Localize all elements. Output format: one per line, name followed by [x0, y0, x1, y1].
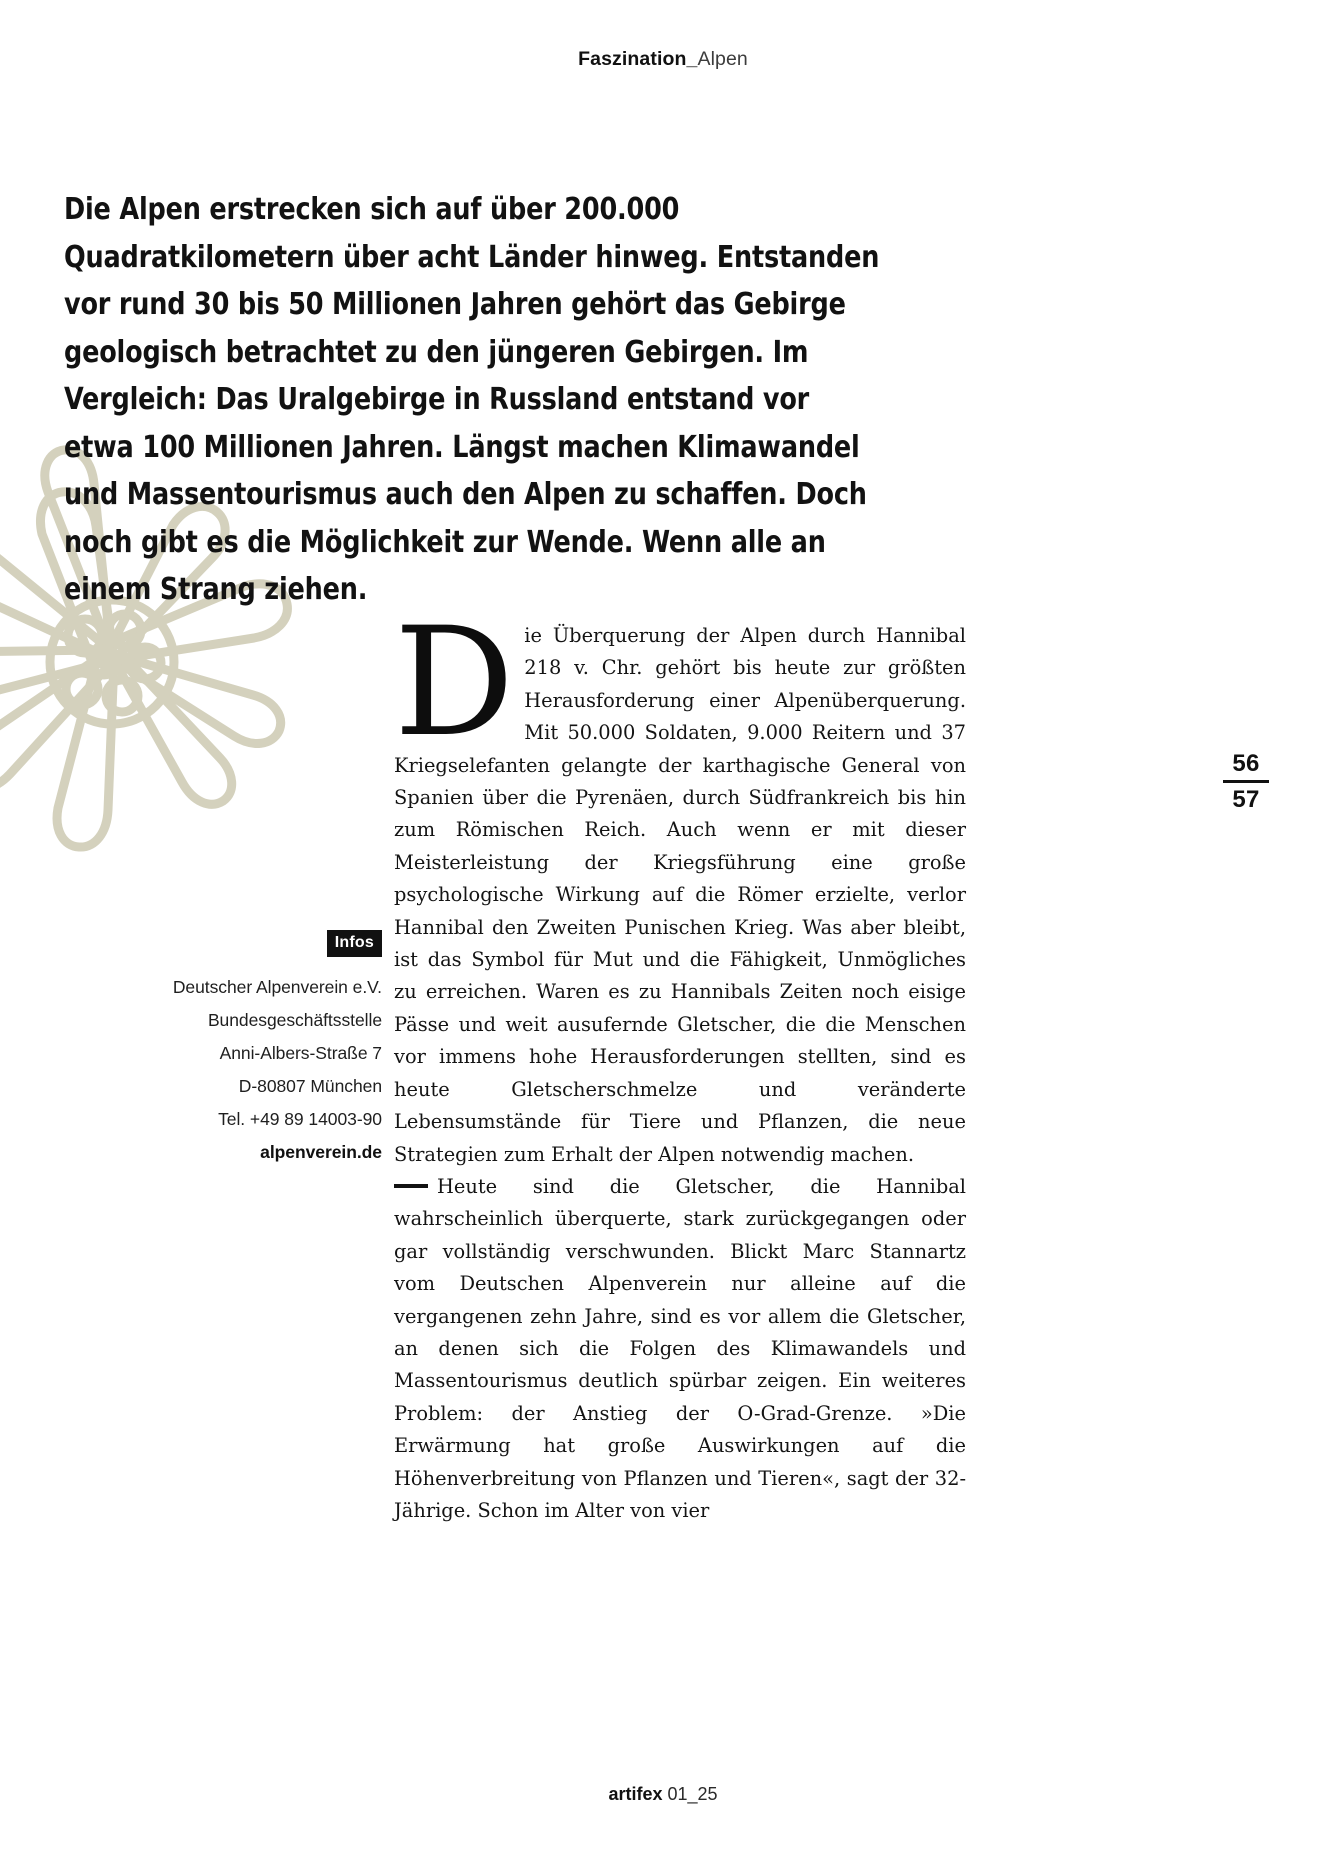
infos-line: Deutscher Alpenverein e.V.	[172, 977, 382, 997]
running-head-subtitle: Alpen	[697, 48, 748, 70]
content-columns	[0, 596, 1326, 1522]
drop-cap: D	[394, 596, 515, 770]
running-head-separator: _	[686, 48, 698, 70]
body-paragraph-1-text: ie Überquerung der Alpen durch Hannibal 218 v. Chr. gehört bis heute zur größten Herausforderung einer Alpenüberquerung. Mit 50.000 Soldaten, 9.000 Reitern und 37 Kriegselefanten gelangte der karthagische General von Spanien über die Pyrenäen, durch Südfrankreich bis hin zum Römischen Reich. Auch wenn er mit dieser Meisterleistung der Kriegsführung eine große psychologische Wirkung auf die Römer erzielte, verlor Hannibal den Zweiten Punischen Krieg. Was aber bleibt, ist das Symbol für Mut und die Fähigkeit, Unmögliches zu erreichen. Waren es zu Hannibals Zeiten noch eisige Pässe und weit ausufernde Gletscher, die die Menschen vor immens hohe Herausforderungen stellten, sind es heute Gletscherschmelze und veränderte Lebensumstände für Tiere und Pflanzen, die neue Strategien zum Erhalt der Alpen notwendig machen.	[394, 624, 966, 1166]
infos-line: Anni-Albers-Straße 7	[219, 1043, 382, 1063]
footer-brand: artifex	[608, 1784, 663, 1804]
body-paragraph-2	[394, 1171, 966, 1527]
article-body	[394, 596, 966, 1527]
footer	[0, 1784, 1326, 1805]
body-paragraph-1	[394, 596, 966, 1171]
infos-line: Tel. +49 89 14003-90	[218, 1109, 382, 1129]
folio	[1223, 750, 1269, 814]
running-head-title: Faszination	[578, 48, 687, 70]
infos-website-link[interactable]: alpenverein.de	[260, 1142, 382, 1162]
infos-badge: Infos	[327, 930, 382, 957]
infos-line: Bundesgeschäftsstelle	[207, 1010, 382, 1030]
paragraph-rule-icon	[394, 1184, 428, 1188]
infos-line: D-80807 München	[238, 1076, 382, 1096]
footer-issue: 01_25	[662, 1784, 718, 1804]
folio-divider	[1223, 780, 1269, 783]
page-number-right: 57	[1232, 785, 1260, 813]
page-number-left: 56	[1232, 750, 1260, 777]
infos-sidebar	[60, 930, 382, 1169]
lead-paragraph: Die Alpen erstrecken sich auf über 200.000 Quadratkilometern über acht Länder hinweg. Entstanden vor rund 30 bis 50 Millionen Jahren gehört das Gebirge geologisch betrachtet zu den jüngeren Gebirgen. Im Vergleich: Das Uralgebirge in Russland entstand vor etwa 100 Millionen Jahren. Längst machen Klimawandel und Massentourismus auch den Alpen zu schaffen. Doch noch gibt es die Möglichkeit zur Wende. Wenn alle an einem Strang ziehen.	[64, 192, 880, 607]
infos-address	[60, 971, 382, 1169]
body-paragraph-2-text: Heute sind die Gletscher, die Hannibal wahrscheinlich überquerte, stark zurückgegangen oder gar vollständig verschwunden. Blickt Marc Stannartz vom Deutschen Alpenverein nur alleine auf die vergangenen zehn Jahre, sind es vor allem die Gletscher, an denen sich die Folgen des Klimawandels und Massentourismus deutlich spürbar zeigen. Ein weiteres Problem: der Anstieg der O-Grad-Grenze. »Die Erwärmung hat große Auswirkungen auf die Höhenverbreitung von Pflanzen und Tieren«, sagt der 32-Jährige. Schon im Alter von vier	[394, 1174, 966, 1522]
running-head	[0, 48, 1326, 71]
